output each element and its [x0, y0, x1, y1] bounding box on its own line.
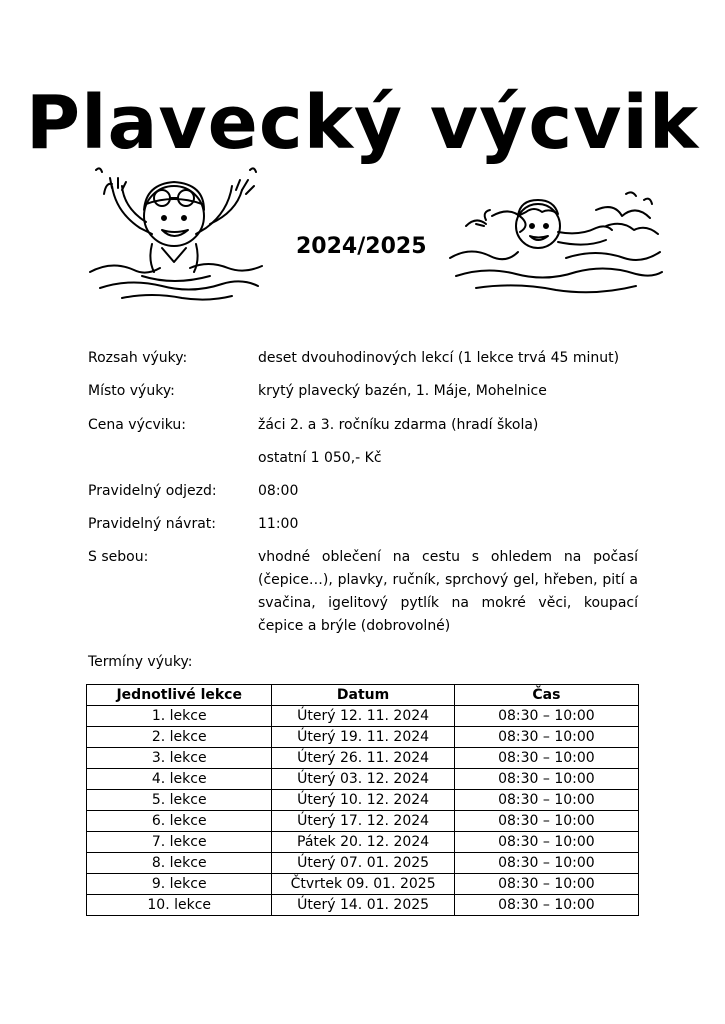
time-cell: 08:30 – 10:00: [454, 706, 638, 727]
table-header-row: [87, 685, 639, 706]
date-cell: Úterý 26. 11. 2024: [272, 748, 454, 769]
table-row: [87, 790, 639, 811]
info-value: deset dvouhodinových lekcí (1 lekce trvá 45 minut): [258, 350, 620, 366]
time-cell: 08:30 – 10:00: [454, 853, 638, 874]
column-header: Datum: [272, 685, 454, 706]
lesson-cell: 10. lekce: [87, 895, 272, 916]
lesson-cell: 9. lekce: [87, 874, 272, 895]
time-cell: 08:30 – 10:00: [454, 895, 638, 916]
lesson-cell: 2. lekce: [87, 727, 272, 748]
info-label: Pravidelný návrat:: [88, 516, 216, 532]
table-row: [87, 706, 639, 727]
date-cell: Úterý 19. 11. 2024: [272, 727, 454, 748]
page-title: Plavecký výcvik: [25, 80, 700, 166]
info-value: 11:00: [258, 516, 299, 532]
time-cell: 08:30 – 10:00: [454, 748, 638, 769]
info-value: krytý plavecký bazén, 1. Máje, Mohelnice: [258, 383, 547, 399]
swimming-child-crawl-icon: [446, 186, 666, 298]
date-cell: Úterý 12. 11. 2024: [272, 706, 454, 727]
lesson-cell: 5. lekce: [87, 790, 272, 811]
info-value: vhodné oblečení na cestu s ohledem na počasí (čepice…), plavky, ručník, sprchový gel, hřeben, pití a svačina, igelitový pytlík na mokré věci, koupací čepice a brýle (dobrovolné): [258, 549, 638, 634]
date-cell: Úterý 07. 01. 2025: [272, 853, 454, 874]
info-label: Rozsah výuky:: [88, 350, 188, 366]
time-cell: 08:30 – 10:00: [454, 727, 638, 748]
time-cell: 08:30 – 10:00: [454, 811, 638, 832]
schedule-heading: Termíny výuky:: [88, 654, 193, 670]
info-value: žáci 2. a 3. ročníku zdarma (hradí škola): [258, 417, 539, 433]
column-header: Čas: [454, 685, 638, 706]
time-cell: 08:30 – 10:00: [454, 769, 638, 790]
table-row: [87, 811, 639, 832]
lesson-cell: 3. lekce: [87, 748, 272, 769]
date-cell: Čtvrtek 09. 01. 2025: [272, 874, 454, 895]
date-cell: Úterý 17. 12. 2024: [272, 811, 454, 832]
table-row: [87, 727, 639, 748]
lesson-cell: 8. lekce: [87, 853, 272, 874]
lesson-cell: 4. lekce: [87, 769, 272, 790]
info-value: 08:00: [258, 483, 299, 499]
table-row: [87, 832, 639, 853]
date-cell: Pátek 20. 12. 2024: [272, 832, 454, 853]
date-cell: Úterý 10. 12. 2024: [272, 790, 454, 811]
info-label: S sebou:: [88, 549, 149, 565]
column-header: Jednotlivé lekce: [87, 685, 272, 706]
date-cell: Úterý 14. 01. 2025: [272, 895, 454, 916]
info-label: Cena výcviku:: [88, 417, 186, 433]
info-label: Pravidelný odjezd:: [88, 483, 217, 499]
schedule-table: [86, 684, 639, 916]
time-cell: 08:30 – 10:00: [454, 790, 638, 811]
table-row: [87, 895, 639, 916]
info-value: ostatní 1 050,- Kč: [258, 450, 382, 466]
time-cell: 08:30 – 10:00: [454, 874, 638, 895]
table-row: [87, 769, 639, 790]
lesson-cell: 1. lekce: [87, 706, 272, 727]
lesson-cell: 7. lekce: [87, 832, 272, 853]
school-year: 2024/2025: [296, 234, 427, 259]
table-row: [87, 748, 639, 769]
swimming-child-waving-icon: [82, 164, 272, 304]
date-cell: Úterý 03. 12. 2024: [272, 769, 454, 790]
lesson-cell: 6. lekce: [87, 811, 272, 832]
info-label: Místo výuky:: [88, 383, 175, 399]
time-cell: 08:30 – 10:00: [454, 832, 638, 853]
table-row: [87, 853, 639, 874]
table-row: [87, 874, 639, 895]
